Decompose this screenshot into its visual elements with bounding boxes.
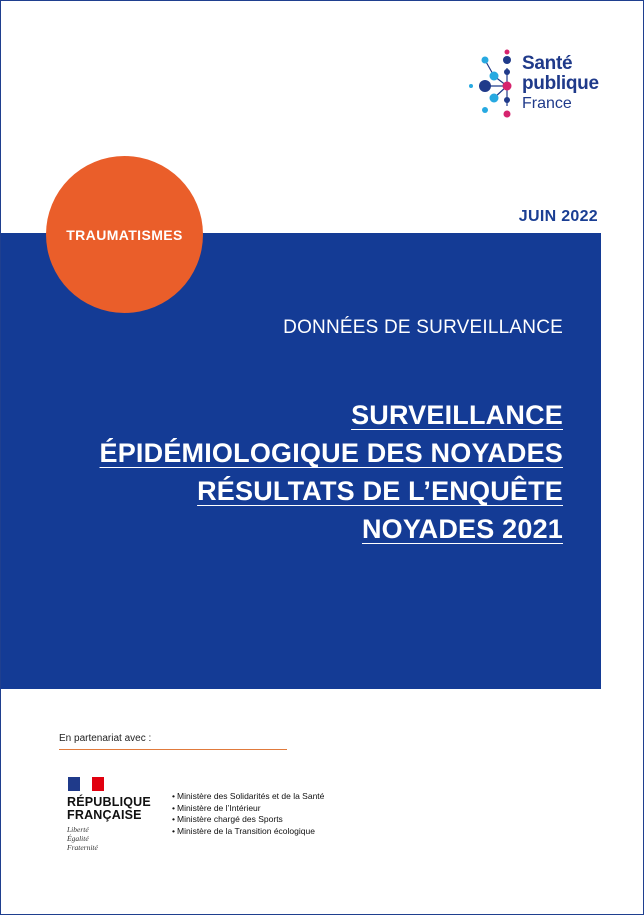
logo-line-publique: publique bbox=[522, 73, 599, 94]
logo-line-sante: Santé bbox=[522, 53, 573, 74]
title-line: ÉPIDÉMIOLOGIQUE DES NOYADES bbox=[99, 438, 563, 468]
republique-francaise-logo bbox=[67, 777, 151, 852]
ministries-list bbox=[172, 791, 324, 837]
title-line: RÉSULTATS DE L’ENQUÊTE bbox=[197, 476, 563, 506]
cover-title bbox=[100, 397, 564, 549]
title-line: SURVEILLANCE bbox=[351, 400, 563, 430]
logo-wordmark bbox=[522, 54, 599, 114]
ministry-item: • Ministère chargé des Sports bbox=[172, 814, 324, 826]
french-flag-icon bbox=[68, 777, 104, 791]
partner-divider bbox=[59, 749, 287, 750]
title-line: NOYADES 2021 bbox=[361, 514, 563, 544]
republique-motto: Liberté Égalité Fraternité bbox=[67, 825, 98, 852]
partner-label: En partenariat avec : bbox=[59, 733, 152, 744]
ministry-item: • Ministère des Solidarités et de la Santé bbox=[172, 791, 324, 803]
category-badge bbox=[46, 156, 203, 313]
republique-title: RÉPUBLIQUE FRANÇAISE bbox=[67, 795, 151, 822]
cover-subtitle: DONNÉES DE SURVEILLANCE bbox=[283, 317, 563, 338]
ministry-item: • Ministère de l’Intérieur bbox=[172, 803, 324, 815]
ministry-item: • Ministère de la Transition écologique bbox=[172, 826, 324, 838]
publication-date: JUIN 2022 bbox=[518, 208, 598, 225]
logo-line-france: France bbox=[522, 95, 572, 112]
category-label: TRAUMATISMES bbox=[66, 226, 183, 243]
